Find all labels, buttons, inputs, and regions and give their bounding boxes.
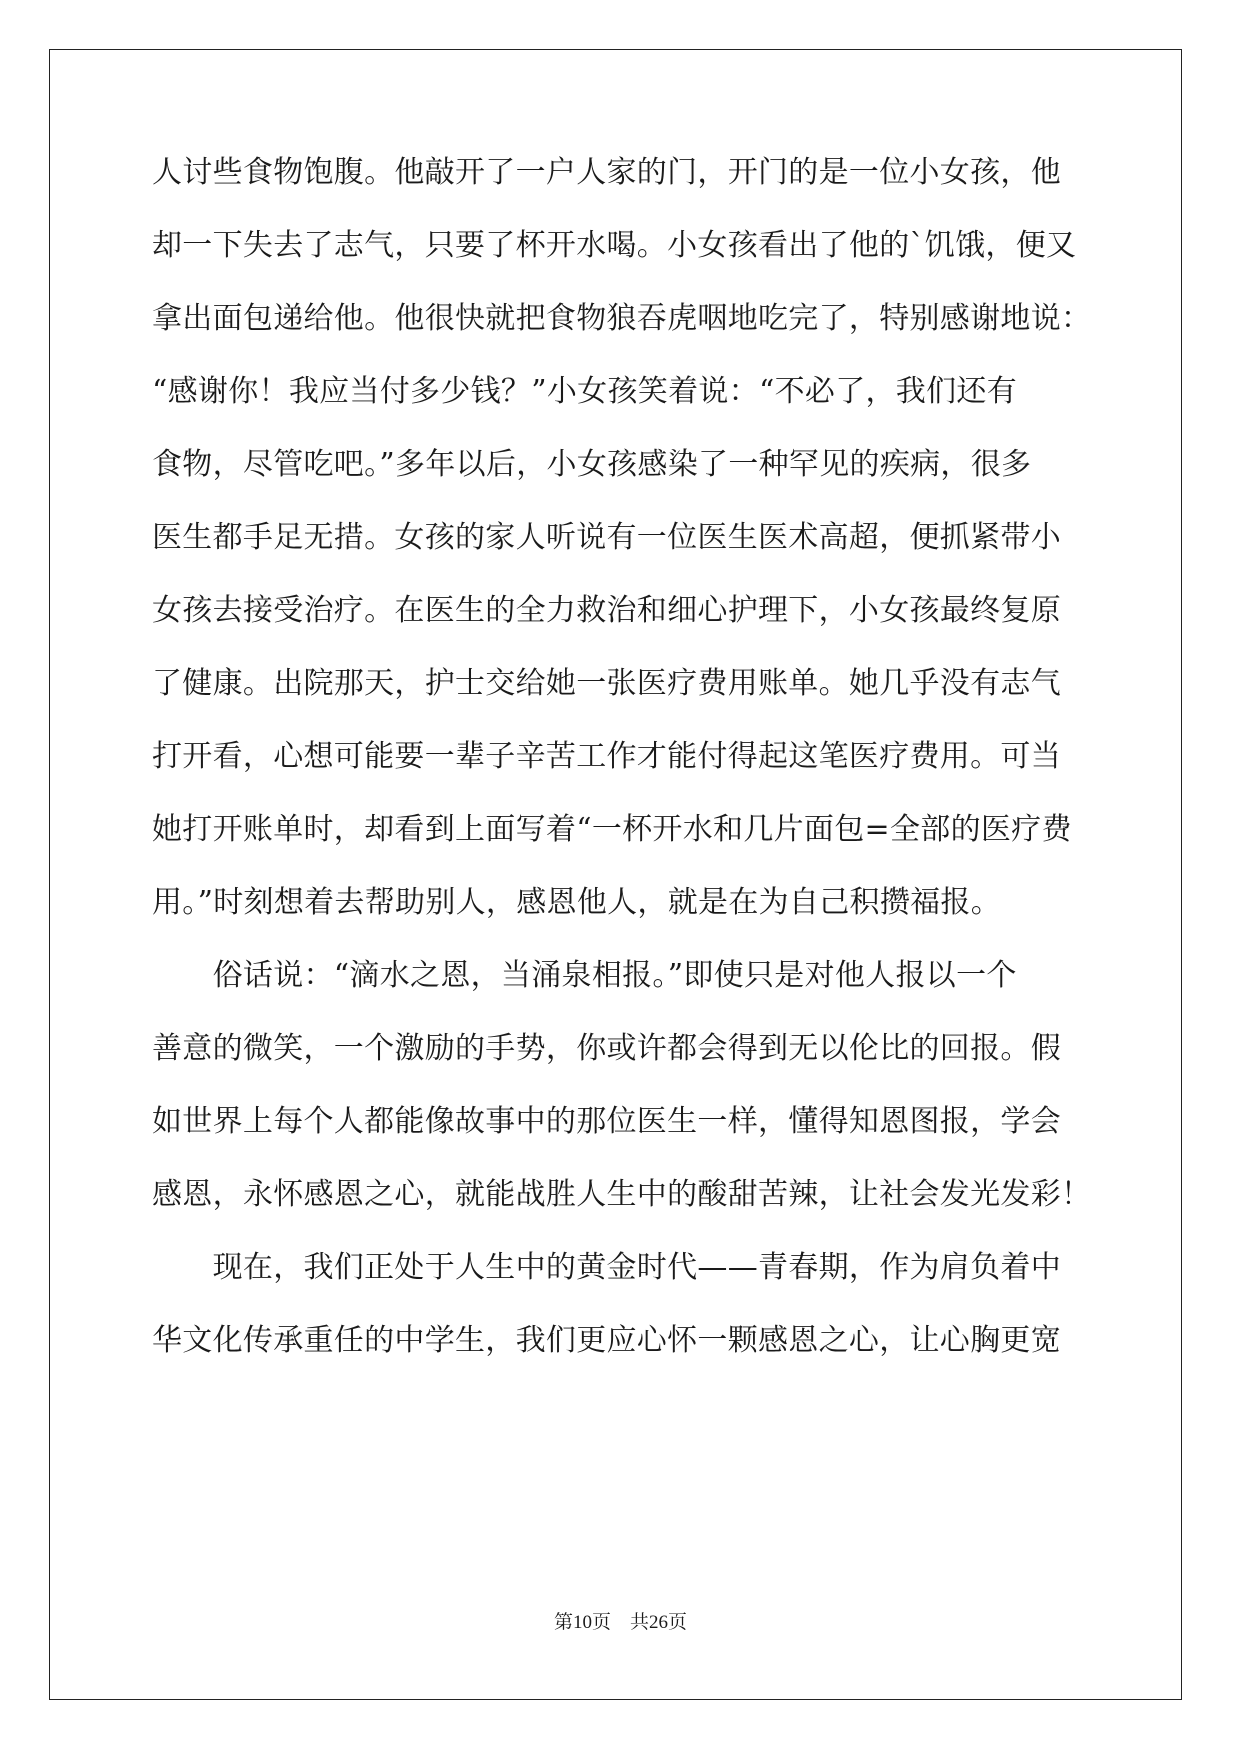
text-line: 人讨些食物饱腹。他敲开了一户人家的门，开门的是一位小女孩，他 xyxy=(152,155,1061,190)
text-line: 拿出面包递给他。他很快就把食物狼吞虎咽地吃完了，特别感谢地说： xyxy=(152,301,1092,336)
text-line: 俗话说：“滴水之恩，当涌泉相报。”即使只是对他人报以一个 xyxy=(152,958,1017,993)
text-line: 如世界上每个人都能像故事中的那位医生一样，懂得知恩图报，学会 xyxy=(152,1104,1061,1139)
text-line: 感恩，永怀感恩之心，就能战胜人生中的酸甜苦辣，让社会发光发彩！ xyxy=(152,1177,1092,1212)
text-line: 她打开账单时，却看到上面写着“一杯开水和几片面包=全部的医疗费 xyxy=(152,812,1072,847)
page-number: 第10页 共26页 xyxy=(553,1612,687,1633)
text-line: 却一下失去了志气，只要了杯开水喝。小女孩看出了他的`饥饿，便又 xyxy=(152,228,1077,263)
text-line: 打开看，心想可能要一辈子辛苦工作才能付得起这笔医疗费用。可当 xyxy=(152,739,1061,774)
text-line: 食物，尽管吃吧。”多年以后，小女孩感染了一种罕见的疾病，很多 xyxy=(152,447,1032,482)
text-line: 用。”时刻想着去帮助别人，感恩他人，就是在为自己积攒福报。 xyxy=(152,885,1002,920)
text-line: 善意的微笑，一个激励的手势，你或许都会得到无以伦比的回报。假 xyxy=(152,1031,1061,1066)
page-border xyxy=(49,49,1182,1700)
text-line: 华文化传承重任的中学生，我们更应心怀一颗感恩之心，让心胸更宽 xyxy=(152,1323,1061,1358)
text-line: 医生都手足无措。女孩的家人听说有一位医生医术高超，便抓紧带小 xyxy=(152,520,1061,555)
text-line: “感谢你！我应当付多少钱？”小女孩笑着说：“不必了，我们还有 xyxy=(152,374,1018,409)
text-line: 了健康。出院那天，护士交给她一张医疗费用账单。她几乎没有志气 xyxy=(152,666,1061,701)
text-line: 现在，我们正处于人生中的黄金时代——青春期，作为肩负着中 xyxy=(152,1250,1061,1285)
text-line: 女孩去接受治疗。在医生的全力救治和细心护理下，小女孩最终复原 xyxy=(152,593,1061,628)
